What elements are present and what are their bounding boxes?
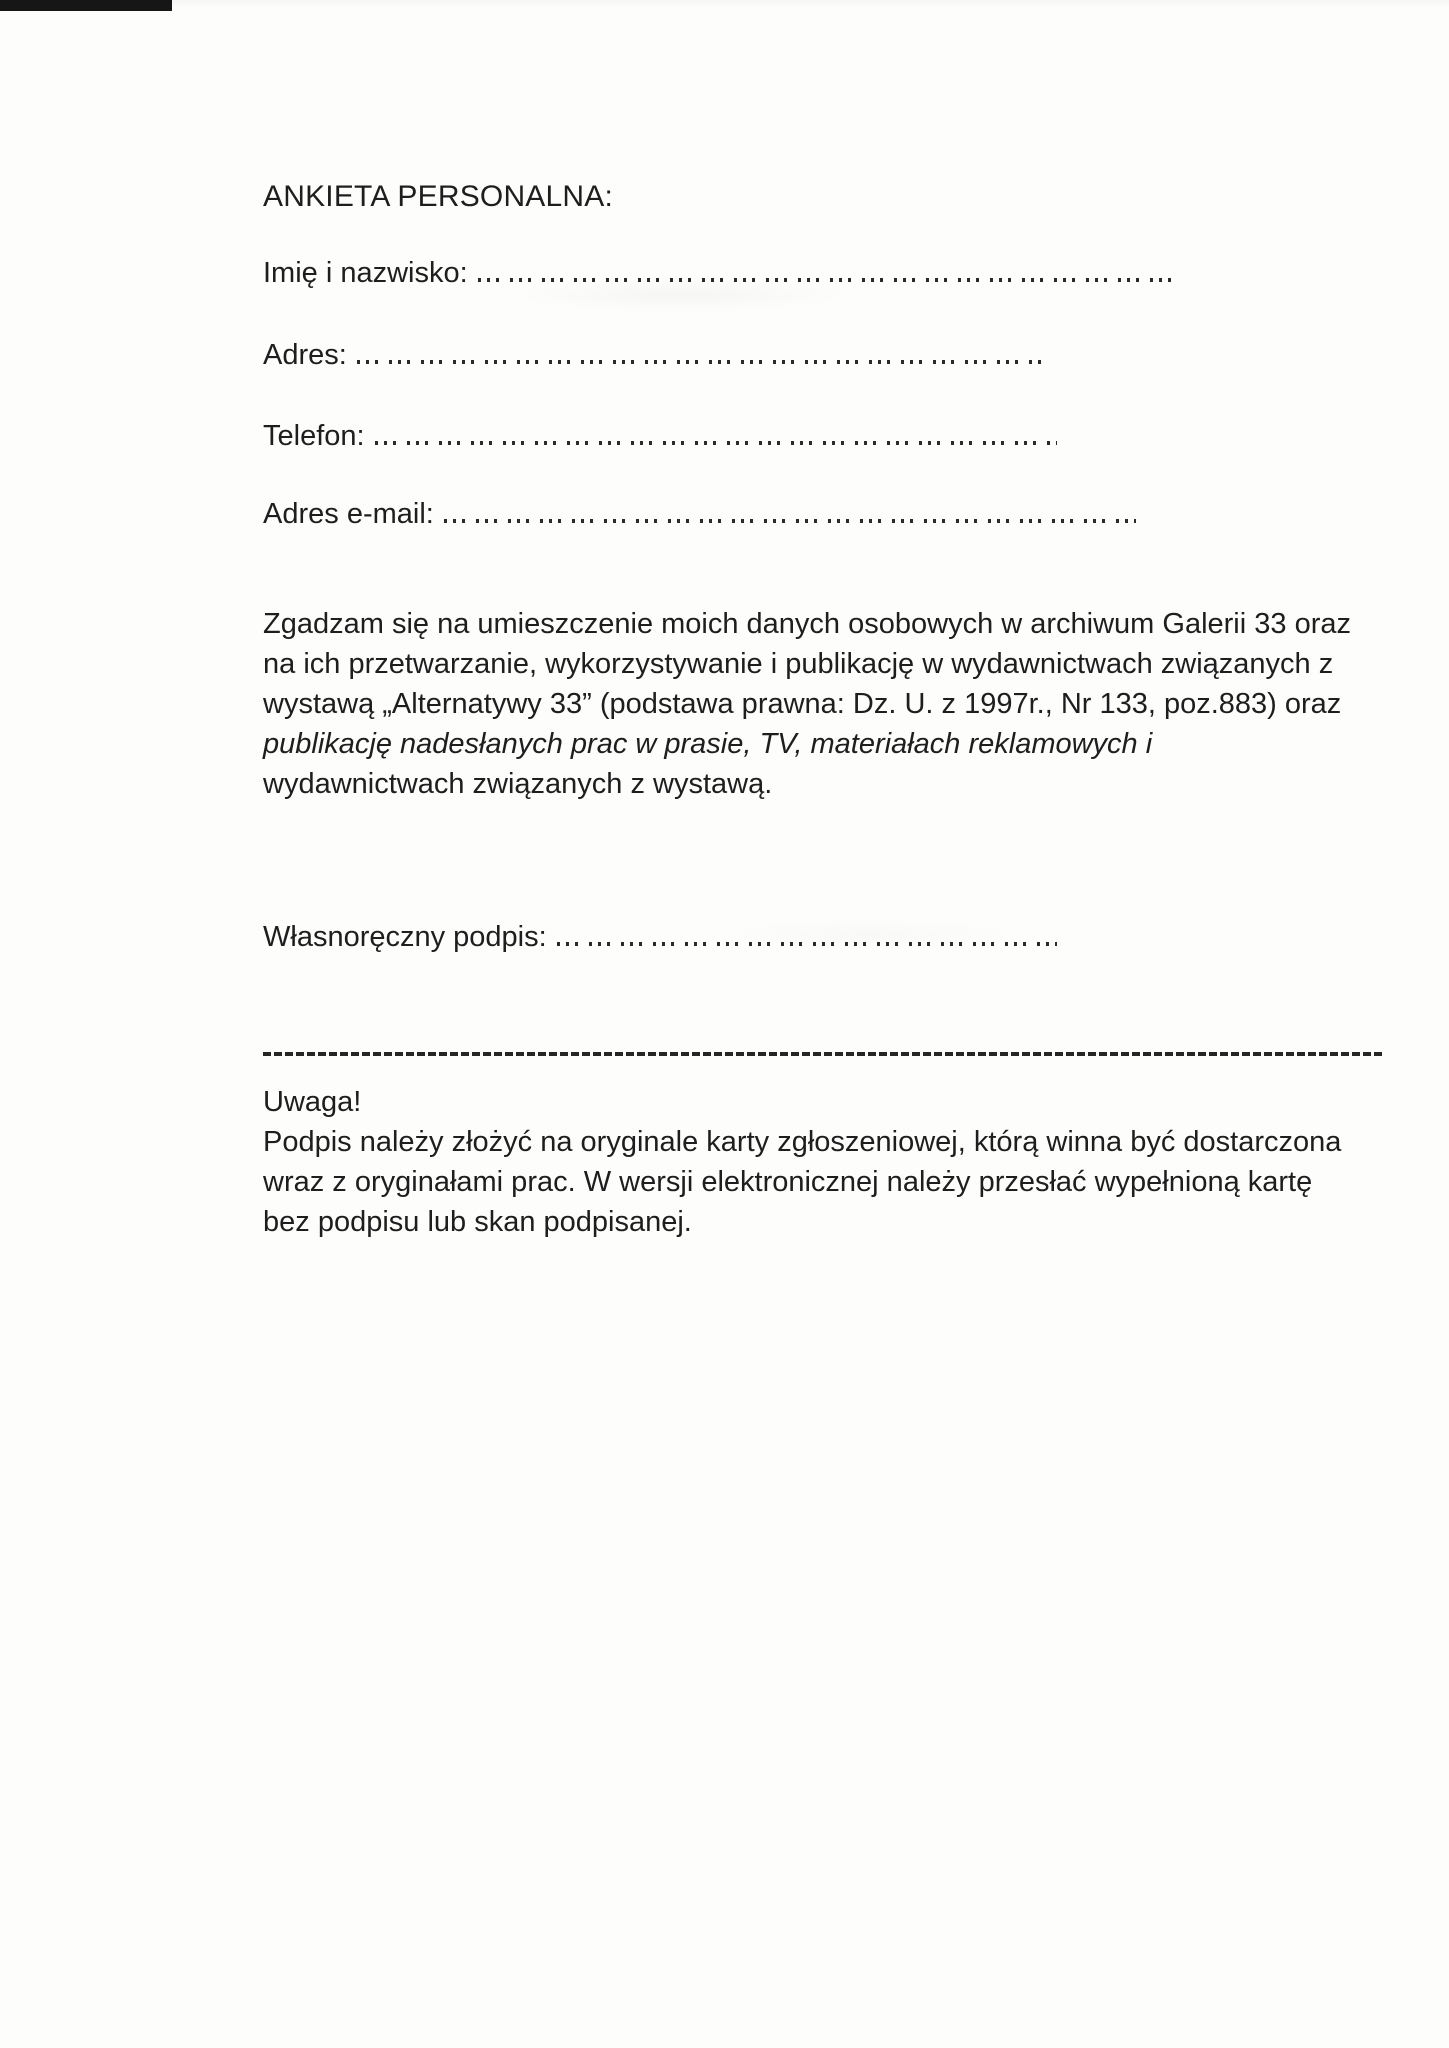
field-row-email [263,497,1136,531]
dashed-section-divider [263,1052,1385,1056]
field-row-address [263,338,1045,372]
note-line: bez podpisu lub skan podpisanej. [263,1206,692,1238]
address-field-dotted-line [357,360,1045,364]
consent-paragraph [263,604,1351,804]
address-field-label: Adres: [263,339,347,371]
note-section [263,1082,1341,1242]
signature-row [263,920,1057,954]
consent-line: publikację nadesłanych prac w prasie, TV, materiałach reklamowych i [263,728,1153,760]
note-line: wraz z oryginałami prac. W wersji elektronicznej należy przesłać wypełnioną kartę [263,1166,1313,1198]
phone-field-dotted-line [375,441,1057,445]
field-row-name [263,256,1178,290]
name-field-dotted-line [478,278,1178,282]
consent-line: wystawą „Alternatywy 33” (podstawa prawna: Dz. U. z 1997r., Nr 133, poz.883) oraz [263,688,1342,720]
form-title: ANKIETA PERSONALNA: [263,180,614,213]
note-line: Podpis należy złożyć na oryginale karty zgłoszeniowej, którą winna być dostarczona [263,1126,1342,1158]
field-row-phone [263,419,1057,453]
note-heading: Uwaga! [263,1086,362,1118]
email-field-label: Adres e-mail: [263,498,434,530]
name-field-label: Imię i nazwisko: [263,257,468,289]
scanner-artifact-bar [0,0,172,11]
consent-line: wydawnictwach związanych z wystawą. [263,768,773,800]
signature-dotted-line [557,942,1057,946]
consent-line: Zgadzam się na umieszczenie moich danych osobowych w archiwum Galerii 33 oraz [263,608,1351,640]
phone-field-label: Telefon: [263,420,365,452]
consent-line: na ich przetwarzanie, wykorzystywanie i publikację w wydawnictwach związanych z [263,648,1334,680]
signature-label: Własnoręczny podpis: [263,921,547,953]
email-field-dotted-line [444,519,1136,523]
